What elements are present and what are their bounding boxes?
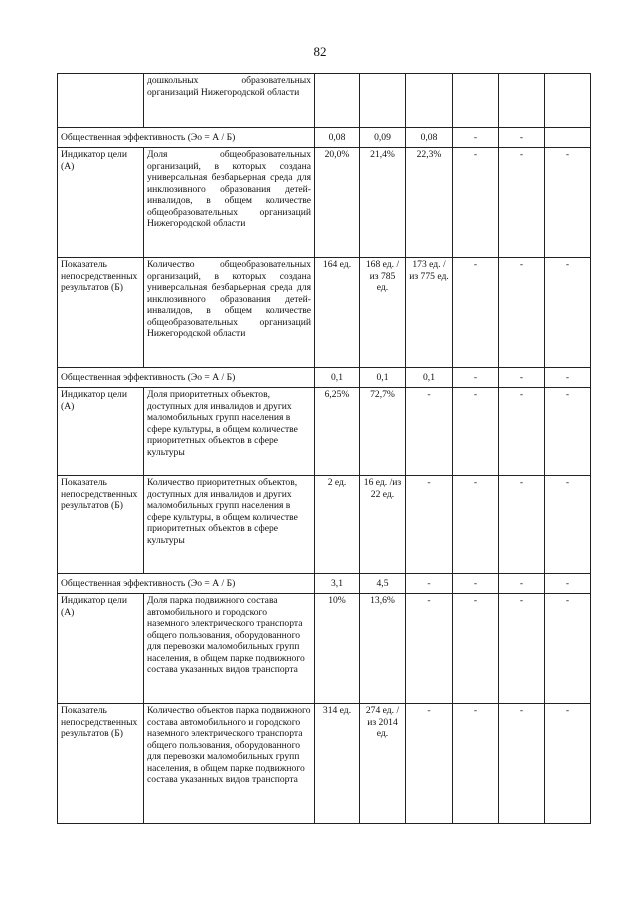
value-cell: - (499, 368, 545, 388)
table-row-result (58, 476, 591, 574)
value-cell: 16 ед. /из 22 ед. (360, 476, 406, 574)
value-cell: - (453, 476, 499, 574)
label-cell (58, 74, 144, 128)
description-cell: Количество приоритетных объектов, доступных для инвалидов и других маломобильных групп населения в сфере культуры, в общем количестве приоритетных объектов в сфере культуры (144, 476, 315, 574)
value-cell: - (499, 476, 545, 574)
description-cell: Доля общеобразовательных организаций, в которых создана универсальная безбарьерная среда для инклюзивного образования детей-инвалидов, в общем количестве общеобразовательных организаций Нижегородской области (144, 148, 315, 258)
value-cell (545, 74, 591, 128)
description-cell: Доля парка подвижного состава автомобильного и городского наземного электрического транспорта общего пользования, оборудованного для перевозки маломобильных групп населения, в общем парке подвижного состава указанных видов транспорта (144, 594, 315, 704)
value-cell: - (499, 388, 545, 476)
value-cell: - (545, 148, 591, 258)
page-number: 82 (313, 44, 327, 59)
value-cell (545, 128, 591, 148)
description-cell: Доля приоритетных объектов, доступных для инвалидов и других маломобильных групп населения в сфере культуры, в общем количестве приоритетных объектов в сфере культуры (144, 388, 315, 476)
value-cell: - (453, 704, 499, 824)
value-cell: - (499, 704, 545, 824)
value-cell: 21,4% (360, 148, 406, 258)
value-cell: - (545, 388, 591, 476)
value-cell (406, 74, 453, 128)
value-cell: - (453, 128, 499, 148)
label-cell: Показатель непосредственных результатов (Б) (58, 258, 144, 368)
value-cell: 20,0% (315, 148, 360, 258)
value-cell: 3,1 (315, 574, 360, 594)
efficiency-label: Общественная эффективность (Эо = А / Б) (58, 128, 315, 148)
value-cell: - (499, 258, 545, 368)
value-cell: - (453, 574, 499, 594)
table-row-result (58, 258, 591, 368)
value-cell: - (545, 368, 591, 388)
value-cell: - (453, 258, 499, 368)
label-cell: Индикатор цели (А) (58, 148, 144, 258)
value-cell: - (499, 594, 545, 704)
value-cell: - (499, 128, 545, 148)
value-cell: 4,5 (360, 574, 406, 594)
value-cell: - (453, 148, 499, 258)
table-row-indicator (58, 594, 591, 704)
table-row-efficiency (58, 574, 591, 594)
value-cell: 2 ед. (315, 476, 360, 574)
value-cell (315, 74, 360, 128)
value-cell: - (406, 476, 453, 574)
efficiency-label: Общественная эффективность (Эо = А / Б) (58, 574, 315, 594)
value-cell: 13,6% (360, 594, 406, 704)
table-row-indicator (58, 388, 591, 476)
value-cell: 0,1 (315, 368, 360, 388)
label-cell: Индикатор цели (А) (58, 388, 144, 476)
value-cell (499, 74, 545, 128)
table-row-efficiency (58, 128, 591, 148)
description-cell: Количество объектов парка подвижного состава автомобильного и городского наземного электрического транспорта общего пользования, оборудованного для перевозки маломобильных групп населения, в общем парке подвижного состава указанных видов транспорта (144, 704, 315, 824)
value-cell: 72,7% (360, 388, 406, 476)
value-cell: - (545, 258, 591, 368)
value-cell: 314 ед. (315, 704, 360, 824)
efficiency-label: Общественная эффективность (Эо = А / Б) (58, 368, 315, 388)
value-cell: 22,3% (406, 148, 453, 258)
value-cell: 0,1 (406, 368, 453, 388)
table-row-efficiency (58, 368, 591, 388)
value-cell: - (453, 368, 499, 388)
value-cell: 173 ед. /из 775 ед. (406, 258, 453, 368)
value-cell: - (545, 704, 591, 824)
value-cell: 10% (315, 594, 360, 704)
label-cell: Показатель непосредственных результатов (Б) (58, 704, 144, 824)
table-row-continuation (58, 74, 591, 128)
value-cell (360, 74, 406, 128)
value-cell: - (406, 574, 453, 594)
value-cell: - (406, 704, 453, 824)
label-cell: Индикатор цели (А) (58, 594, 144, 704)
value-cell: 0,08 (406, 128, 453, 148)
value-cell: 168 ед. /из 785 ед. (360, 258, 406, 368)
indicator-table (57, 73, 591, 824)
value-cell: 164 ед. (315, 258, 360, 368)
table-row-indicator (58, 148, 591, 258)
value-cell: 274 ед. /из 2014 ед. (360, 704, 406, 824)
value-cell: 0,08 (315, 128, 360, 148)
value-cell: - (545, 476, 591, 574)
description-cell: дошкольных образовательных организаций Нижегородской области (144, 74, 315, 128)
table-row-result (58, 704, 591, 824)
value-cell: - (453, 388, 499, 476)
value-cell: - (499, 148, 545, 258)
value-cell: - (499, 574, 545, 594)
value-cell: 0,09 (360, 128, 406, 148)
value-cell: 0,1 (360, 368, 406, 388)
description-cell: Количество общеобразовательных организаций, в которых создана универсальная безбарьерная среда для инклюзивного образования детей-инвалидов, в общем количестве общеобразовательных организаций Нижегородской области (144, 258, 315, 368)
value-cell: - (406, 594, 453, 704)
value-cell: - (406, 388, 453, 476)
value-cell: 6,25% (315, 388, 360, 476)
value-cell (453, 74, 499, 128)
value-cell: - (545, 574, 591, 594)
value-cell: - (545, 594, 591, 704)
value-cell: - (453, 594, 499, 704)
label-cell: Показатель непосредственных результатов (Б) (58, 476, 144, 574)
